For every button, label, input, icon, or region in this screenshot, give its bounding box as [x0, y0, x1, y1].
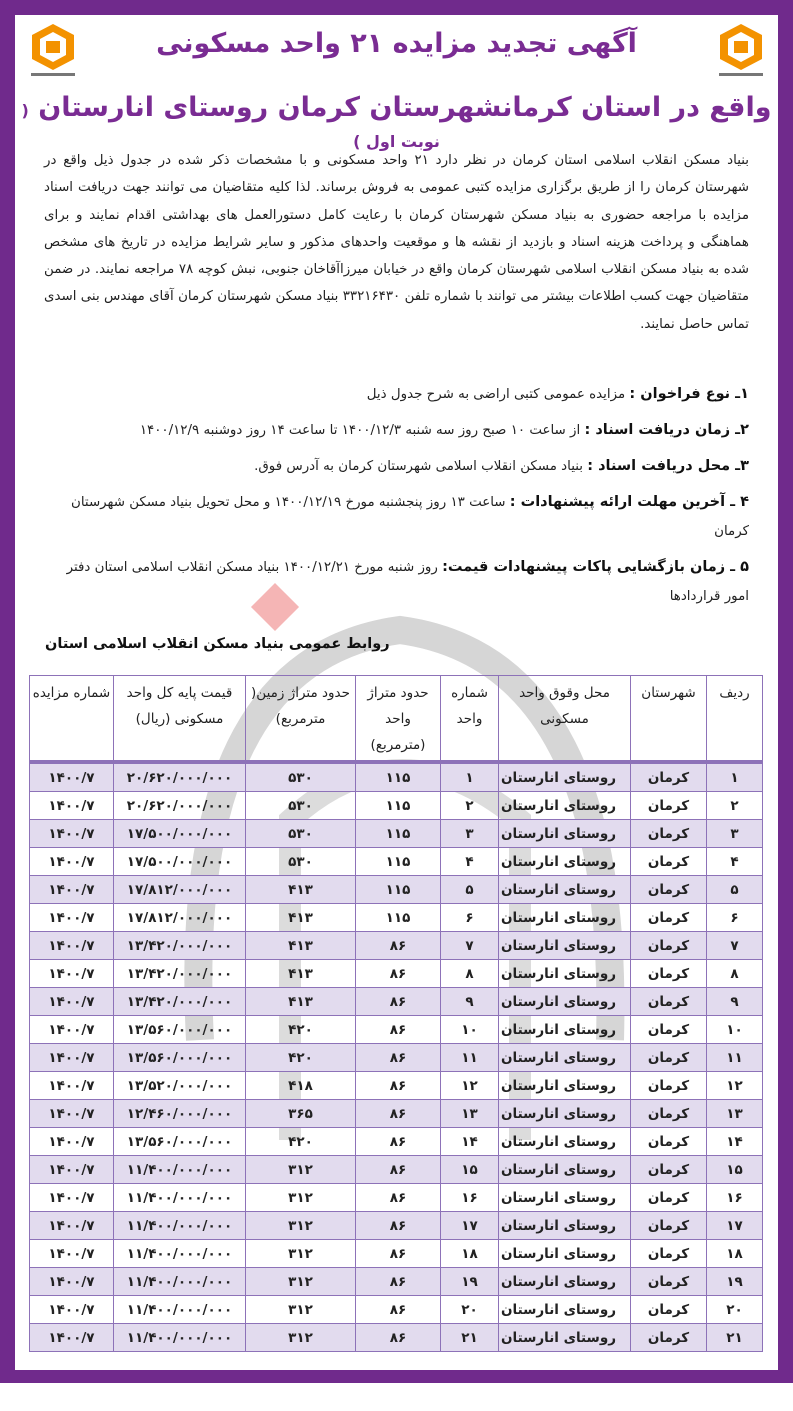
cell-unit-number: ۲۰: [441, 1296, 499, 1324]
cell-land-area: ۴۲۰: [246, 1128, 356, 1156]
cell-unit-location: روستای انارستان: [499, 932, 631, 960]
cell-auction-number: ۱۴۰۰/۷: [30, 1016, 114, 1044]
cell-unit-location: روستای انارستان: [499, 1156, 631, 1184]
cell-unit-location: روستای انارستان: [499, 960, 631, 988]
cell-land-area: ۳۱۲: [246, 1268, 356, 1296]
condition-item: [44, 488, 749, 546]
cell-county: کرمان: [631, 762, 707, 792]
cell-unit-area: ۸۶: [356, 1156, 441, 1184]
cell-auction-number: ۱۴۰۰/۷: [30, 988, 114, 1016]
table-row: [30, 1212, 763, 1240]
cell-unit-area: ۸۶: [356, 988, 441, 1016]
cell-base-price: ۲۰/۶۲۰/۰۰۰/۰۰۰: [114, 762, 246, 792]
subtitle-text: واقع در استان کرمانشهرستان کرمان روستای انارستان: [38, 92, 772, 123]
table-header-row: [30, 676, 763, 763]
cell-unit-area: ۱۱۵: [356, 876, 441, 904]
cell-base-price: ۱۱/۴۰۰/۰۰۰/۰۰۰: [114, 1212, 246, 1240]
cell-land-area: ۳۱۲: [246, 1296, 356, 1324]
cell-row-number: ۲: [707, 792, 763, 820]
cell-county: کرمان: [631, 876, 707, 904]
notice-subtitle: [0, 92, 793, 154]
cell-row-number: ۱۸: [707, 1240, 763, 1268]
column-header-unit-number: شماره واحد: [441, 676, 499, 763]
cell-auction-number: ۱۴۰۰/۷: [30, 1296, 114, 1324]
cell-row-number: ۱۶: [707, 1184, 763, 1212]
cell-land-area: ۴۱۳: [246, 876, 356, 904]
cell-county: کرمان: [631, 820, 707, 848]
cell-unit-number: ۳: [441, 820, 499, 848]
cell-land-area: ۴۱۳: [246, 932, 356, 960]
cell-base-price: ۱۱/۴۰۰/۰۰۰/۰۰۰: [114, 1296, 246, 1324]
cell-unit-number: ۷: [441, 932, 499, 960]
public-relations-signature: روابط عمومی بنیاد مسکن انقلاب اسلامی استان: [45, 636, 390, 652]
column-header-row-number: ردیف: [707, 676, 763, 763]
table-row: [30, 848, 763, 876]
cell-base-price: ۱۳/۵۶۰/۰۰۰/۰۰۰: [114, 1044, 246, 1072]
cell-auction-number: ۱۴۰۰/۷: [30, 1212, 114, 1240]
cell-unit-area: ۸۶: [356, 1324, 441, 1352]
conditions-list: [44, 380, 749, 618]
cell-county: کرمان: [631, 988, 707, 1016]
cell-county: کرمان: [631, 1324, 707, 1352]
cell-auction-number: ۱۴۰۰/۷: [30, 1268, 114, 1296]
table-row: [30, 876, 763, 904]
cell-auction-number: ۱۴۰۰/۷: [30, 820, 114, 848]
cell-base-price: ۱۱/۴۰۰/۰۰۰/۰۰۰: [114, 1268, 246, 1296]
cell-row-number: ۷: [707, 932, 763, 960]
cell-unit-area: ۸۶: [356, 1016, 441, 1044]
cell-unit-location: روستای انارستان: [499, 1324, 631, 1352]
cell-unit-area: ۸۶: [356, 1184, 441, 1212]
condition-text: از ساعت ۱۰ صبح روز سه شنبه ۱۴۰۰/۱۲/۳ تا ساعت ۱۴ روز دوشنبه ۱۴۰۰/۱۲/۹: [139, 423, 585, 438]
cell-row-number: ۱۷: [707, 1212, 763, 1240]
condition-text: مزایده عمومی کتبی اراضی به شرح جدول ذیل: [366, 387, 630, 402]
cell-base-price: ۱۷/۵۰۰/۰۰۰/۰۰۰: [114, 848, 246, 876]
cell-unit-number: ۱۰: [441, 1016, 499, 1044]
cell-auction-number: ۱۴۰۰/۷: [30, 792, 114, 820]
cell-row-number: ۱۳: [707, 1100, 763, 1128]
cell-base-price: ۱۷/۸۱۲/۰۰۰/۰۰۰: [114, 904, 246, 932]
cell-land-area: ۵۳۰: [246, 848, 356, 876]
cell-unit-number: ۱۹: [441, 1268, 499, 1296]
cell-base-price: ۱۱/۴۰۰/۰۰۰/۰۰۰: [114, 1324, 246, 1352]
cell-base-price: ۱۳/۵۲۰/۰۰۰/۰۰۰: [114, 1072, 246, 1100]
cell-unit-number: ۲: [441, 792, 499, 820]
table-row: [30, 1100, 763, 1128]
cell-unit-area: ۱۱۵: [356, 762, 441, 792]
cell-row-number: ۳: [707, 820, 763, 848]
cell-row-number: ۴: [707, 848, 763, 876]
cell-land-area: ۴۱۳: [246, 960, 356, 988]
table-row: [30, 1268, 763, 1296]
cell-auction-number: ۱۴۰۰/۷: [30, 1184, 114, 1212]
column-header-base-price: قیمت پایه کل واحد مسکونی (ریال): [114, 676, 246, 763]
cell-auction-number: ۱۴۰۰/۷: [30, 1128, 114, 1156]
cell-unit-number: ۱۲: [441, 1072, 499, 1100]
cell-base-price: ۱۳/۴۲۰/۰۰۰/۰۰۰: [114, 988, 246, 1016]
table-row: [30, 1240, 763, 1268]
cell-base-price: ۱۳/۵۶۰/۰۰۰/۰۰۰: [114, 1128, 246, 1156]
cell-row-number: ۱۹: [707, 1268, 763, 1296]
notice-title: آگهی تجدید مزایده ۲۱ واحد مسکونی: [156, 28, 637, 59]
cell-unit-number: ۵: [441, 876, 499, 904]
cell-land-area: ۳۶۵: [246, 1100, 356, 1128]
cell-unit-location: روستای انارستان: [499, 1128, 631, 1156]
cell-unit-area: ۸۶: [356, 1296, 441, 1324]
condition-label: ۱ـ نوع فراخوان :: [629, 386, 749, 402]
cell-unit-location: روستای انارستان: [499, 1100, 631, 1128]
cell-auction-number: ۱۴۰۰/۷: [30, 1324, 114, 1352]
cell-auction-number: ۱۴۰۰/۷: [30, 1156, 114, 1184]
cell-unit-area: ۸۶: [356, 1268, 441, 1296]
cell-base-price: ۱۳/۴۲۰/۰۰۰/۰۰۰: [114, 932, 246, 960]
cell-row-number: ۱۱: [707, 1044, 763, 1072]
cell-row-number: ۶: [707, 904, 763, 932]
cell-unit-area: ۸۶: [356, 1100, 441, 1128]
cell-unit-area: ۱۱۵: [356, 904, 441, 932]
cell-land-area: ۳۱۲: [246, 1240, 356, 1268]
cell-unit-location: روستای انارستان: [499, 1296, 631, 1324]
cell-unit-number: ۱۳: [441, 1100, 499, 1128]
condition-item: [44, 380, 749, 409]
column-header-unit-location: محل وقوق واحد مسکونی: [499, 676, 631, 763]
column-header-land-area: حدود متراژ زمین( مترمربع): [246, 676, 356, 763]
cell-auction-number: ۱۴۰۰/۷: [30, 1100, 114, 1128]
cell-base-price: ۱۳/۴۲۰/۰۰۰/۰۰۰: [114, 960, 246, 988]
cell-auction-number: ۱۴۰۰/۷: [30, 932, 114, 960]
cell-unit-location: روستای انارستان: [499, 904, 631, 932]
column-header-unit-area: حدود متراژ واحد (مترمربع): [356, 676, 441, 763]
cell-county: کرمان: [631, 1212, 707, 1240]
cell-row-number: ۲۱: [707, 1324, 763, 1352]
cell-row-number: ۵: [707, 876, 763, 904]
cell-base-price: ۱۱/۴۰۰/۰۰۰/۰۰۰: [114, 1156, 246, 1184]
cell-unit-location: روستای انارستان: [499, 1268, 631, 1296]
condition-text: بنیاد مسکن انقلاب اسلامی شهرستان کرمان به آدرس فوق.: [254, 459, 588, 474]
cell-row-number: ۱: [707, 762, 763, 792]
condition-text: روز شنبه مورخ ۱۴۰۰/۱۲/۲۱ بنیاد مسکن انقلاب اسلامی استان دفتر امور قراردادها: [66, 560, 749, 604]
cell-unit-number: ۸: [441, 960, 499, 988]
table-row: [30, 1324, 763, 1352]
units-table: [29, 675, 763, 1352]
condition-item: [44, 553, 749, 611]
cell-land-area: ۴۱۸: [246, 1072, 356, 1100]
table-row: [30, 1044, 763, 1072]
cell-land-area: ۴۲۰: [246, 1044, 356, 1072]
cell-unit-number: ۱۴: [441, 1128, 499, 1156]
cell-land-area: ۴۱۳: [246, 988, 356, 1016]
table-row: [30, 960, 763, 988]
cell-unit-area: ۸۶: [356, 1044, 441, 1072]
cell-county: کرمان: [631, 1016, 707, 1044]
condition-item: [44, 416, 749, 445]
cell-county: کرمان: [631, 1128, 707, 1156]
table-row: [30, 1156, 763, 1184]
table-row: [30, 1184, 763, 1212]
cell-land-area: ۳۱۲: [246, 1156, 356, 1184]
cell-unit-location: روستای انارستان: [499, 1072, 631, 1100]
cell-unit-number: ۹: [441, 988, 499, 1016]
cell-unit-location: روستای انارستان: [499, 1212, 631, 1240]
condition-text: ساعت ۱۳ روز پنجشنبه مورخ ۱۴۰۰/۱۲/۱۹ و محل تحویل بنیاد مسکن شهرستان کرمان: [70, 495, 749, 539]
cell-county: کرمان: [631, 904, 707, 932]
cell-county: کرمان: [631, 848, 707, 876]
cell-land-area: ۳۱۲: [246, 1184, 356, 1212]
cell-unit-number: ۲۱: [441, 1324, 499, 1352]
condition-label: ۴ ـ آخرین مهلت ارائه پیشنهادات :: [509, 494, 749, 510]
cell-row-number: ۸: [707, 960, 763, 988]
cell-unit-location: روستای انارستان: [499, 1044, 631, 1072]
cell-row-number: ۱۰: [707, 1016, 763, 1044]
cell-auction-number: ۱۴۰۰/۷: [30, 904, 114, 932]
cell-land-area: ۴۲۰: [246, 1016, 356, 1044]
cell-county: کرمان: [631, 1100, 707, 1128]
cell-row-number: ۱۵: [707, 1156, 763, 1184]
table-row: [30, 1296, 763, 1324]
cell-auction-number: ۱۴۰۰/۷: [30, 1044, 114, 1072]
cell-county: کرمان: [631, 1156, 707, 1184]
cell-unit-number: ۱۸: [441, 1240, 499, 1268]
condition-item: [44, 452, 749, 481]
cell-row-number: ۹: [707, 988, 763, 1016]
cell-auction-number: ۱۴۰۰/۷: [30, 960, 114, 988]
cell-county: کرمان: [631, 932, 707, 960]
cell-row-number: ۲۰: [707, 1296, 763, 1324]
cell-unit-area: ۸۶: [356, 1072, 441, 1100]
condition-label: ۳ـ محل دریافت اسناد :: [587, 458, 749, 474]
cell-unit-location: روستای انارستان: [499, 848, 631, 876]
cell-unit-location: روستای انارستان: [499, 762, 631, 792]
cell-unit-number: ۱۶: [441, 1184, 499, 1212]
cell-unit-location: روستای انارستان: [499, 1184, 631, 1212]
cell-base-price: ۱۷/۸۱۲/۰۰۰/۰۰۰: [114, 876, 246, 904]
cell-unit-area: ۸۶: [356, 1240, 441, 1268]
cell-land-area: ۴۱۳: [246, 904, 356, 932]
cell-base-price: ۱۱/۴۰۰/۰۰۰/۰۰۰: [114, 1240, 246, 1268]
cell-auction-number: ۱۴۰۰/۷: [30, 848, 114, 876]
cell-unit-area: ۱۱۵: [356, 848, 441, 876]
cell-county: کرمان: [631, 1268, 707, 1296]
cell-unit-number: ۱۵: [441, 1156, 499, 1184]
cell-base-price: ۱۷/۵۰۰/۰۰۰/۰۰۰: [114, 820, 246, 848]
condition-label: ۵ ـ زمان بازگشایی پاکات پیشنهادات قیمت:: [442, 559, 749, 575]
table-row: [30, 762, 763, 792]
table-row: [30, 792, 763, 820]
cell-unit-location: روستای انارستان: [499, 820, 631, 848]
cell-county: کرمان: [631, 1296, 707, 1324]
cell-auction-number: ۱۴۰۰/۷: [30, 762, 114, 792]
subtitle-note: ( نوبت اول ): [21, 101, 440, 151]
table-row: [30, 1072, 763, 1100]
cell-base-price: ۱۲/۴۶۰/۰۰۰/۰۰۰: [114, 1100, 246, 1128]
cell-unit-area: ۱۱۵: [356, 792, 441, 820]
cell-county: کرمان: [631, 960, 707, 988]
cell-auction-number: ۱۴۰۰/۷: [30, 876, 114, 904]
intro-paragraph: بنیاد مسکن انقلاب اسلامی استان کرمان در نظر دارد ۲۱ واحد مسکونی و با مشخصات ذکر شده در جدول ذیل واقع در شهرستان کرمان را از طریق برگزاری مزایده کتبی عمومی به فروش برساند. لذا کلیه متقاضیان می توانند جهت دریافت اسناد مزایده با مراجعه حضوری به بنیاد مسکن شهرستان کرمان با رعایت کامل دستورالعمل های بهداشتی اقدام نمایند و برای هماهنگی و پرداخت هزینه اسناد و بازدید از نقشه ها و موقعیت واحدهای مذکور و سایر شرایط مزایده در تاریخ های مشخص شده به بنیاد مسکن انقلاب اسلامی شهرستان کرمان واقع در خیابان میرزاآقاخان جنوبی، نبش کوچه ۷۸ مراجعه نمایند. در ضمن متقاضیان جهت کسب اطلاعات بیشتر می توانند با شماره تلفن ۳۳۲۱۶۴۳۰ بنیاد مسکن شهرستان کرمان آقای مهندس بنی اسدی تماس حاصل نمایند.: [44, 153, 749, 332]
cell-auction-number: ۱۴۰۰/۷: [30, 1240, 114, 1268]
cell-unit-location: روستای انارستان: [499, 876, 631, 904]
cell-unit-area: ۱۱۵: [356, 820, 441, 848]
cell-county: کرمان: [631, 1240, 707, 1268]
cell-unit-number: ۶: [441, 904, 499, 932]
cell-row-number: ۱۴: [707, 1128, 763, 1156]
column-header-auction-number: شماره مزایده: [30, 676, 114, 763]
table-row: [30, 988, 763, 1016]
condition-label: ۲ـ زمان دریافت اسناد :: [584, 422, 749, 438]
cell-land-area: ۵۳۰: [246, 820, 356, 848]
cell-county: کرمان: [631, 1184, 707, 1212]
table-row: [30, 932, 763, 960]
cell-base-price: ۱۳/۵۶۰/۰۰۰/۰۰۰: [114, 1016, 246, 1044]
cell-land-area: ۵۳۰: [246, 762, 356, 792]
cell-land-area: ۳۱۲: [246, 1324, 356, 1352]
cell-unit-number: ۱۱: [441, 1044, 499, 1072]
cell-unit-number: ۴: [441, 848, 499, 876]
cell-unit-location: روستای انارستان: [499, 1016, 631, 1044]
cell-auction-number: ۱۴۰۰/۷: [30, 1072, 114, 1100]
table-row: [30, 1128, 763, 1156]
column-header-county: شهرستان: [631, 676, 707, 763]
cell-land-area: ۳۱۲: [246, 1212, 356, 1240]
cell-unit-area: ۸۶: [356, 932, 441, 960]
cell-unit-area: ۸۶: [356, 1212, 441, 1240]
cell-county: کرمان: [631, 792, 707, 820]
table-row: [30, 820, 763, 848]
table-row: [30, 1016, 763, 1044]
cell-land-area: ۵۳۰: [246, 792, 356, 820]
cell-unit-number: ۱۷: [441, 1212, 499, 1240]
cell-unit-location: روستای انارستان: [499, 988, 631, 1016]
cell-base-price: ۲۰/۶۲۰/۰۰۰/۰۰۰: [114, 792, 246, 820]
cell-row-number: ۱۲: [707, 1072, 763, 1100]
cell-unit-location: روستای انارستان: [499, 1240, 631, 1268]
cell-unit-area: ۸۶: [356, 960, 441, 988]
cell-unit-number: ۱: [441, 762, 499, 792]
cell-county: کرمان: [631, 1072, 707, 1100]
cell-base-price: ۱۱/۴۰۰/۰۰۰/۰۰۰: [114, 1184, 246, 1212]
cell-unit-area: ۸۶: [356, 1128, 441, 1156]
cell-county: کرمان: [631, 1044, 707, 1072]
cell-unit-location: روستای انارستان: [499, 792, 631, 820]
table-row: [30, 904, 763, 932]
